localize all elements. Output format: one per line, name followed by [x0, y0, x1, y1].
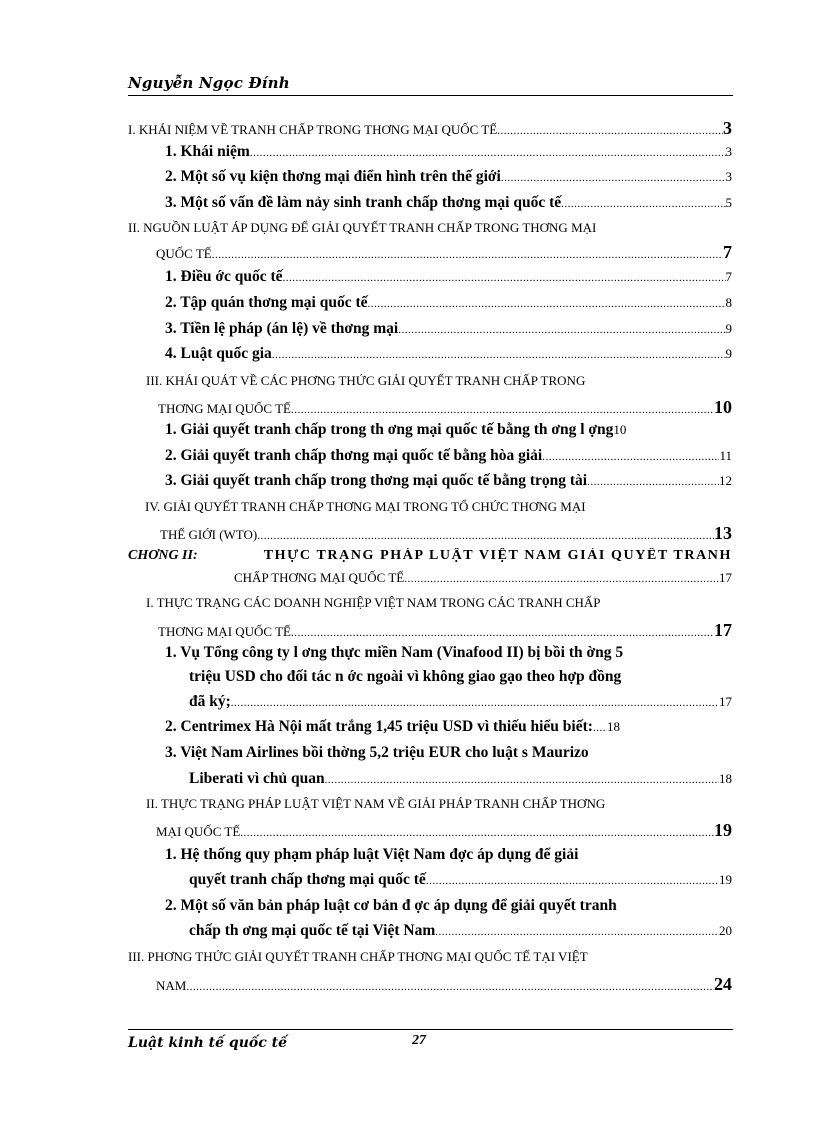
toc-entry-s2-2[interactable] [165, 294, 732, 312]
toc-entry-c3-line1[interactable] [128, 949, 732, 965]
toc-entry-title: 3. Một số vấn đề làm nảy sinh tranh chấp thơng mại quốc tế [165, 194, 562, 211]
toc-entry-c3-line2[interactable] [156, 974, 732, 995]
toc-entry-s2-3[interactable] [165, 320, 732, 338]
toc-entry-title: 3. Giải quyết tranh chấp trong thơng mại quốc tế bằng trọng tài [165, 472, 588, 489]
toc-entry-page: 10 [714, 397, 732, 417]
toc-entry-page: 17 [719, 570, 732, 585]
toc-entry-c2-2-line2[interactable] [189, 922, 732, 940]
toc-entry-title: II. NGUỒN LUẬT ÁP DỤNG ĐỂ GIẢI QUYẾT TRANH CHẤP TRONG THƠNG MẠI [128, 220, 597, 235]
toc-entry-c1-1-line2[interactable] [189, 668, 732, 686]
toc-entry-title-cont: NAM [156, 978, 187, 993]
toc-entry-page: 18 [606, 719, 620, 734]
toc-entry-title-cont: THƠNG MẠI QUỐC TẾ [158, 401, 292, 416]
toc-entry-s4-line2[interactable] [160, 523, 732, 544]
toc-entry-title: I. THỰC TRẠNG CÁC DOANH NGHIỆP VIỆT NAM TRONG CÁC TRANH CHẤP [146, 595, 601, 610]
toc-entry-page: 24 [714, 974, 732, 994]
leader-dots [257, 530, 714, 542]
toc-entry-title: II. THỰC TRẠNG PHÁP LUẬT VIỆT NAM VỀ GIẢI PHÁP TRANH CHẤP THƠNG [146, 796, 606, 811]
toc-entry-s3-2[interactable] [165, 447, 732, 465]
toc-entry-page: 5 [725, 195, 732, 210]
toc-entry-c2-line1[interactable] [146, 796, 732, 812]
toc-chapter-2-line1[interactable] [128, 548, 732, 564]
toc-entry-c2-1-line2[interactable] [189, 871, 732, 889]
toc-entry-title: III. PHƠNG THỨC GIẢI QUYẾT TRANH CHẤP THƠNG MẠI QUỐC TẾ TẠI VIỆT [128, 949, 588, 964]
toc-entry-page: 7 [725, 269, 732, 284]
toc-entry-s2-4[interactable] [165, 345, 732, 363]
toc-entry-title: 1. Điều ớc quốc tế [165, 268, 283, 285]
toc-entry-page: 17 [714, 620, 732, 640]
leader-dots [368, 298, 726, 310]
toc-entry-title: 2. Một số vụ kiện thơng mại điển hình trên thế giới [165, 168, 501, 185]
footer-subject: Luật kinh tế quốc tế [128, 1035, 288, 1051]
toc-entry-page: 10 [613, 422, 627, 437]
toc-entry-page: 3 [723, 118, 732, 138]
toc-entry-page: 18 [719, 771, 732, 786]
chapter-label: CHƠNG II: [128, 548, 198, 563]
toc-entry-c1-line2[interactable] [158, 620, 732, 641]
toc-entry-title: 1. Vụ Tổng công ty l ơng thực miền Nam (Vinafood II) bị bồi th ờng 5 [165, 644, 624, 661]
leader-dots [398, 324, 725, 336]
toc-entry-title: 4. Luật quốc gia [165, 345, 272, 362]
header-rule [128, 95, 733, 96]
toc-entry-s2-1[interactable] [165, 268, 732, 286]
toc-entry-c2-1-line1[interactable] [165, 846, 732, 864]
toc-entry-title-cont: triệu USD cho đối tác n ớc ngoài vì không giao gạo theo hợp đồng [189, 668, 622, 685]
leader-dots [186, 981, 714, 993]
toc-entry-page: 3 [725, 169, 732, 184]
toc-entry-page: 3 [725, 144, 732, 159]
toc-entry-s1-3[interactable] [165, 194, 732, 212]
leader-dots [593, 722, 607, 734]
toc-entry-c1-2[interactable] [165, 718, 732, 736]
toc-entry-title-cont: QUỐC TẾ [156, 246, 212, 261]
toc-entry-title: IV. GIẢI QUYẾT TRANH CHẤP THƠNG MẠI TRONG TỔ CHỨC THƠNG MẠI [145, 499, 586, 514]
toc-entry-page: 19 [714, 820, 732, 840]
toc-entry-page: 9 [725, 321, 732, 336]
leader-dots [231, 697, 719, 709]
toc-entry-s2-line2[interactable] [156, 242, 732, 263]
toc-entry-page: 19 [719, 872, 732, 887]
toc-entry-page: 20 [719, 923, 732, 938]
toc-entry-title-cont: Liberati vì chủ quan [189, 770, 325, 787]
toc-entry-c1-line1[interactable] [146, 595, 732, 611]
toc-entry-title: 2. Tập quán thơng mại quốc tế [165, 294, 368, 311]
toc-entry-title: 2. Centrimex Hà Nội mất trắng 1,45 triệu USD vì thiếu hiểu biết: [165, 718, 593, 735]
toc-entry-s3-line1[interactable] [146, 373, 732, 389]
toc-entry-title: 2. Một số văn bản pháp luật cơ bản đ ợc áp dụng để giải quyết tranh [165, 897, 617, 914]
toc-entry-title: 1. Giải quyết tranh chấp trong th ơng mại quốc tế bằng th ơng l ợng [165, 421, 614, 438]
leader-dots [587, 476, 719, 488]
footer-rule [128, 1029, 733, 1030]
toc-entry-s3-line2[interactable] [158, 397, 732, 418]
toc-entry-title: 1. Khái niệm [165, 143, 250, 160]
toc-entry-title-cont: THƠNG MẠI QUỐC TẾ [158, 624, 292, 639]
toc-entry-s2-line1[interactable] [128, 220, 732, 236]
leader-dots [501, 172, 726, 184]
leader-dots [291, 404, 714, 416]
toc-chapter-2-line2[interactable] [234, 570, 732, 586]
page-number: 27 [412, 1033, 426, 1048]
toc-entry-page: 13 [714, 523, 732, 543]
toc-entry-c2-2-line1[interactable] [165, 897, 732, 915]
toc-entry-title-cont: đã ký; [189, 693, 231, 710]
leader-dots [426, 875, 719, 887]
leader-dots [240, 827, 714, 839]
leader-dots [250, 147, 726, 159]
toc-entry-title: I. KHÁI NIỆM VỀ TRANH CHẤP TRONG THƠNG MẠI QUỐC TẾ [128, 122, 498, 137]
toc-entry-title: 3. Tiền lệ pháp (án lệ) về thơng mại [165, 320, 399, 337]
toc-entry-title-cont: THẾ GIỚI (WTO) [160, 527, 258, 542]
toc-entry-s1[interactable] [128, 118, 732, 139]
leader-dots [212, 249, 723, 261]
toc-entry-page: 17 [719, 694, 732, 709]
toc-entry-c2-line2[interactable] [156, 820, 732, 841]
leader-dots [497, 125, 723, 137]
leader-dots [435, 926, 719, 938]
toc-entry-s4-line1[interactable] [145, 499, 732, 515]
toc-entry-title-cont: quyết tranh chấp thơng mại quốc tế [189, 871, 426, 888]
toc-entry-c1-1-line1[interactable] [165, 644, 732, 662]
toc-entry-s1-2[interactable] [165, 168, 732, 186]
toc-entry-title: 1. Hệ thống quy phạm pháp luật Việt Nam đợc áp dụng để giải [165, 846, 579, 863]
toc-entry-page: 11 [719, 448, 732, 463]
toc-entry-page: 12 [719, 473, 732, 488]
toc-entry-c1-3-line2[interactable] [189, 770, 732, 788]
chapter-title: THỰC TRẠNG PHÁP LUẬT VIỆT NAM GIẢI QUYẾT TRANH [263, 548, 732, 563]
leader-dots [291, 627, 714, 639]
toc-entry-s3-1[interactable] [165, 421, 732, 439]
toc-entry-page: 7 [723, 242, 732, 262]
leader-dots [283, 272, 726, 284]
toc-entry-title: III. KHÁI QUÁT VỀ CÁC PHƠNG THỨC GIẢI QUYẾT TRANH CHẤP TRONG [146, 373, 586, 388]
toc-entry-title: 2. Giải quyết tranh chấp thơng mại quốc tế bằng hòa giải [165, 447, 543, 464]
leader-dots [325, 774, 719, 786]
toc-entry-s3-3[interactable] [165, 472, 732, 490]
toc-entry-title-cont: chấp th ơng mại quốc tế tại Việt Nam [189, 922, 436, 939]
chapter-title-cont: CHẤP THƠNG MẠI QUỐC TẾ [234, 570, 405, 585]
leader-dots [404, 573, 719, 585]
toc-entry-title: 3. Việt Nam Airlines bồi thờng 5,2 triệu EUR cho luật s Maurizo [165, 744, 589, 761]
leader-dots [272, 349, 726, 361]
toc-entry-s1-1[interactable] [165, 143, 732, 161]
leader-dots [542, 451, 719, 463]
header-author: Nguyễn Ngọc Đính [128, 74, 290, 92]
toc-entry-title-cont: MẠI QUỐC TẾ [156, 824, 241, 839]
toc-entry-c1-3-line1[interactable] [165, 744, 732, 762]
toc-entry-page: 9 [725, 346, 732, 361]
toc-entry-page: 8 [725, 295, 732, 310]
toc-entry-c1-1-line3[interactable] [189, 693, 732, 711]
leader-dots [561, 198, 725, 210]
